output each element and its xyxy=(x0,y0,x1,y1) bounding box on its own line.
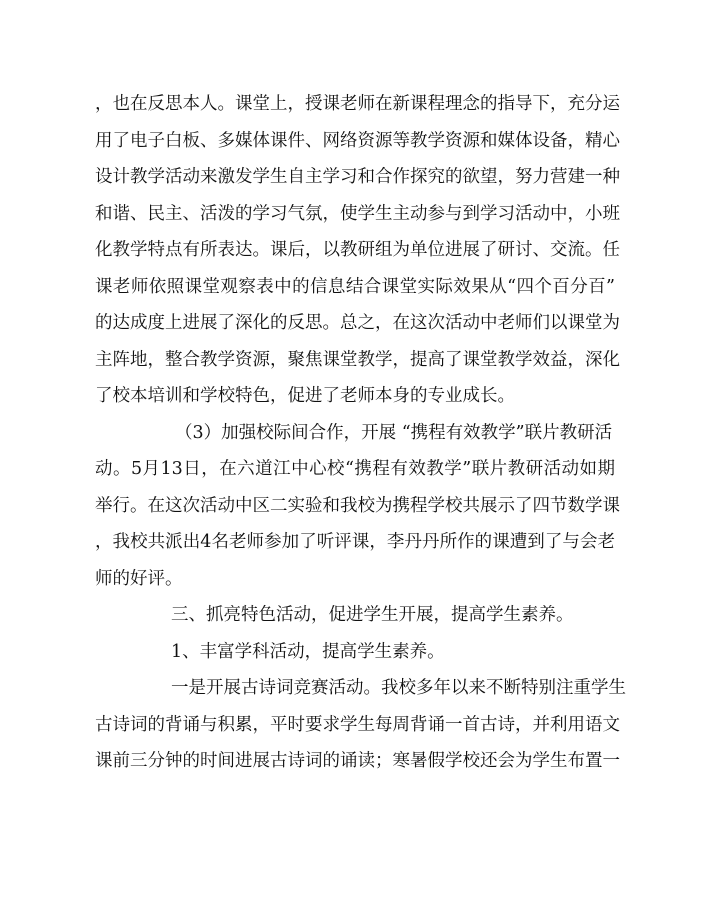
section-heading: 三、抓亮特色活动，促进学生开展，提高学生素养。 xyxy=(171,605,574,625)
text-line: 古诗词的背诵与积累，平时要求学生每周背诵一首古诗，并利用语文 xyxy=(95,714,620,735)
text-line: 课前三分钟的时间进展古诗词的诵读；寒暑假学校还会为学生布置一 xyxy=(95,751,620,771)
text-line-last: 了校本培训和学校特色，促进了老师本身的专业成长。 xyxy=(95,386,515,406)
text-line: 动。5月13日，在六道江中心校“携程有效教学”联片教研活动如期 xyxy=(95,459,615,479)
text-line: 设计教学活动来激发学生自主学习和合作探究的欲望，努力营建一种 xyxy=(95,167,620,187)
text-line: 主阵地，整合教学资源，聚焦课堂教学，提高了课堂教学效益，深化 xyxy=(95,349,620,370)
text-line: 和谐、民主、活泼的学习气氛，使学生主动参与到学习活动中，小班 xyxy=(95,203,620,224)
paragraph-1 xyxy=(95,86,620,415)
text-line: 举行。在这次活动中区二实验和我校为携程学校共展示了四节数学课 xyxy=(95,495,620,516)
text-line: 的达成度上进展了深化的反思。总之，在这次活动中老师们以课堂为 xyxy=(95,313,620,333)
text-line-first: （3）加强校际间合作，开展 “携程有效教学”联片教研活 xyxy=(175,422,613,443)
text-line: 用了电子白板、多媒体课件、网络资源等教学资源和媒体设备，精心 xyxy=(95,130,620,151)
document-body xyxy=(95,86,626,780)
text-line: 化教学特点有所表达。课后，以教研组为单位进展了研讨、交流。任 xyxy=(95,240,620,260)
text-line: 课老师依照课堂观察表中的信息结合课堂实际效果从“四个百分百” xyxy=(95,276,615,297)
paragraph-2 xyxy=(95,415,620,598)
text-line-last: 师的好评。 xyxy=(95,568,183,589)
text-line: ，也在反思本人。课堂上，授课老师在新课程理念的指导下，充分运 xyxy=(95,94,620,114)
text-line: ，我校共派出4名老师参加了听评课，李丹丹所作的课遭到了与会老 xyxy=(95,532,615,552)
subsection-heading: 1、丰富学科活动，提高学生素养。 xyxy=(171,641,445,662)
text-line-first: 一是开展古诗词竞赛活动。我校多年以来不断特别注重学生 xyxy=(171,678,626,698)
paragraph-3 xyxy=(95,670,626,780)
